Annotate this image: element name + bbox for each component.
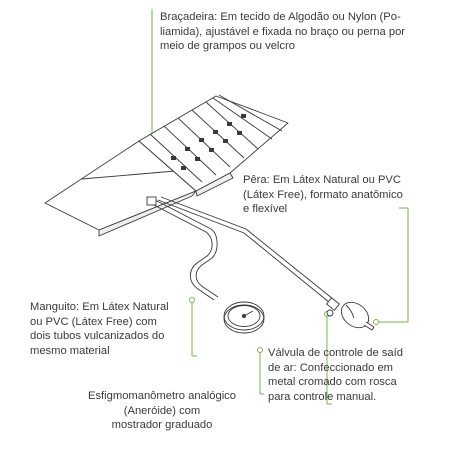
bracadeira-line-1: Braçadeira: Em tecido de Algodão ou Nylon (Po-	[160, 11, 401, 23]
valvula-line-2: de ar: Confeccionado em	[268, 361, 394, 374]
label-bracadeira	[160, 10, 405, 54]
valvula-line-3: metal cromado com rosca	[268, 376, 397, 389]
bulb-illustration	[327, 297, 374, 333]
manguito-line-4: mesmo material	[30, 344, 110, 357]
leader-pera	[374, 208, 409, 325]
label-manguito	[30, 300, 169, 358]
gauge-illustration	[224, 302, 264, 333]
label-pera	[243, 173, 403, 217]
valvula-line-4: para controle manual.	[268, 390, 377, 403]
pera-line-2: (Látex Free), formato anatômico	[243, 188, 403, 201]
label-esfigmomanometro	[72, 389, 252, 433]
manguito-line-2: ou PVC (Látex Free) com	[30, 315, 157, 328]
manguito-line-1: Manguito: Em Látex Natural	[30, 301, 169, 313]
esfigmomanometro-line-2: (Aneróide) com	[123, 404, 201, 417]
manguito-line-3: dois tubos vulcanizados do	[30, 330, 165, 343]
bracadeira-line-3: meio de grampos ou velcro	[160, 40, 295, 53]
leader-bracadeira	[150, 9, 155, 141]
pera-line-3: e flexível	[243, 203, 288, 216]
bracadeira-line-2: liamida), ajustável e fixada no braço ou perna por	[160, 25, 406, 38]
leader-valvula	[258, 348, 265, 395]
pera-line-1: Pêra: Em Látex Natural ou PVC	[243, 174, 401, 186]
leader-manguito	[190, 298, 198, 357]
valvula-line-1: Válvula de controle de saíd	[268, 347, 403, 359]
esfigmomanometro-line-1: Esfigmomanômetro analógico	[88, 390, 236, 402]
label-valvula	[268, 346, 403, 404]
esfigmomanometro-line-3: mostrador graduado	[111, 419, 213, 432]
